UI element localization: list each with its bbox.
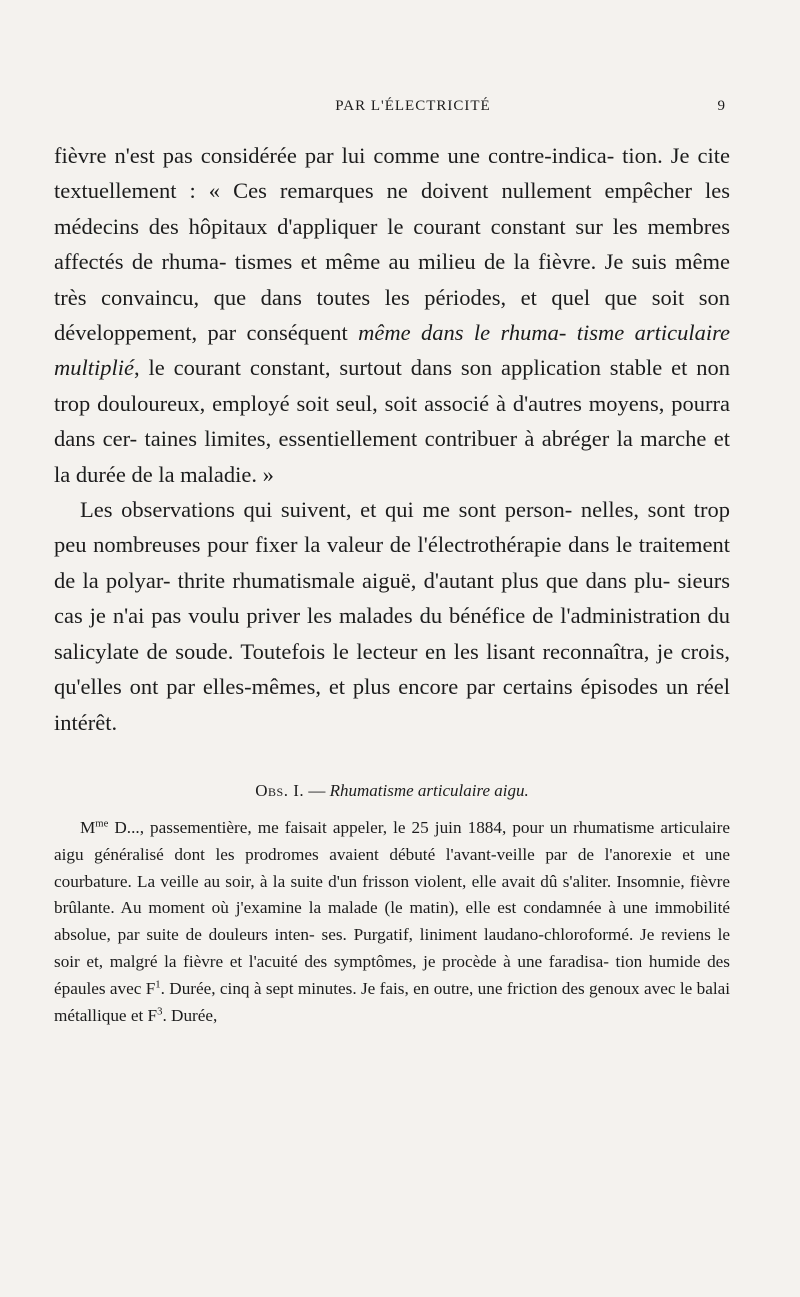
observation-text [54,815,730,1029]
main-text [54,138,730,740]
observation-paragraph [54,815,730,1029]
paragraph-1-italic: même dans le rhuma- tisme articulaire multiplié [54,320,730,381]
mme-superscript: me [95,818,109,830]
paragraph-1 [54,138,730,492]
observation-dash: — [304,781,330,800]
observation-text-part-1: D..., passementière, me faisait appeler, le 25 juin 1884, pour un rhumatisme articulaire aigu généralisé dont les prodromes avaient débuté l'avant-veille par de l'anorexie et une courbature. La veille au soir, à la suite d'un frisson violent, elle avait dû s'aliter. Insomnie, fièvre brûlante. Au moment où j'examine la malade (le matin), elle est condamnée à une immobilité absolue, par suite de douleurs inten- ses. Purgatif, liniment laudano-chloroformé. Je reviens le soir et, malgré la fièvre et l'acuité des symptômes, je procède à une faradisa- tion humide des épaules avec F [54,818,730,998]
observation-title: Rhumatisme articulaire aigu. [329,781,529,800]
page-number: 9 [717,98,726,114]
observation-text-part-3: . Durée, [162,1005,218,1025]
paragraph-1-start: fièvre n'est pas considérée par lui comme une contre-indica- tion. Je cite textuellement : « Ces remarques ne doivent nullement empêcher les médecins des hôpitaux d'appliquer le courant constant sur les membres affectés de rhuma- tismes et même au milieu de la fièvre. Je suis même très convaincu, que dans toutes les périodes, et quel que soit son développement, par conséquent [54,143,730,346]
mme-prefix: M [80,818,96,837]
observation-text-part-2: . Durée, cinq à sept minutes. Je fais, en outre, une friction des genoux avec le balai métallique et F [54,978,731,1025]
page-header [100,98,726,120]
observation-label: Obs. I. [255,781,305,800]
observation-heading [54,778,730,804]
running-title: PAR L'ÉLECTRICITÉ [335,98,491,114]
paragraph-1-end: , le courant constant, surtout dans son application stable et non trop douloureux, employé soit seul, soit associé à d'autres moyens, pourra dans cer- taines limites, essentiellement contribuer à abréger la marche et la durée de la maladie. » [54,355,730,487]
superscript-1: 1 [155,979,161,991]
superscript-3: 3 [157,1005,163,1017]
paragraph-2: Les observations qui suivent, et qui me sont person- nelles, sont trop peu nombreuses pour fixer la valeur de l'électrothérapie dans le traitement de la polyar- thrite rhumatismale aiguë, d'autant plus que dans plu- sieurs cas je n'ai pas voulu priver les malades du bénéfice de l'administration du salicylate de soude. Toutefois le lecteur en les lisant reconnaîtra, je crois, qu'elles ont par elles-mêmes, et plus encore par certains épisodes un réel intérêt. [54,497,730,735]
